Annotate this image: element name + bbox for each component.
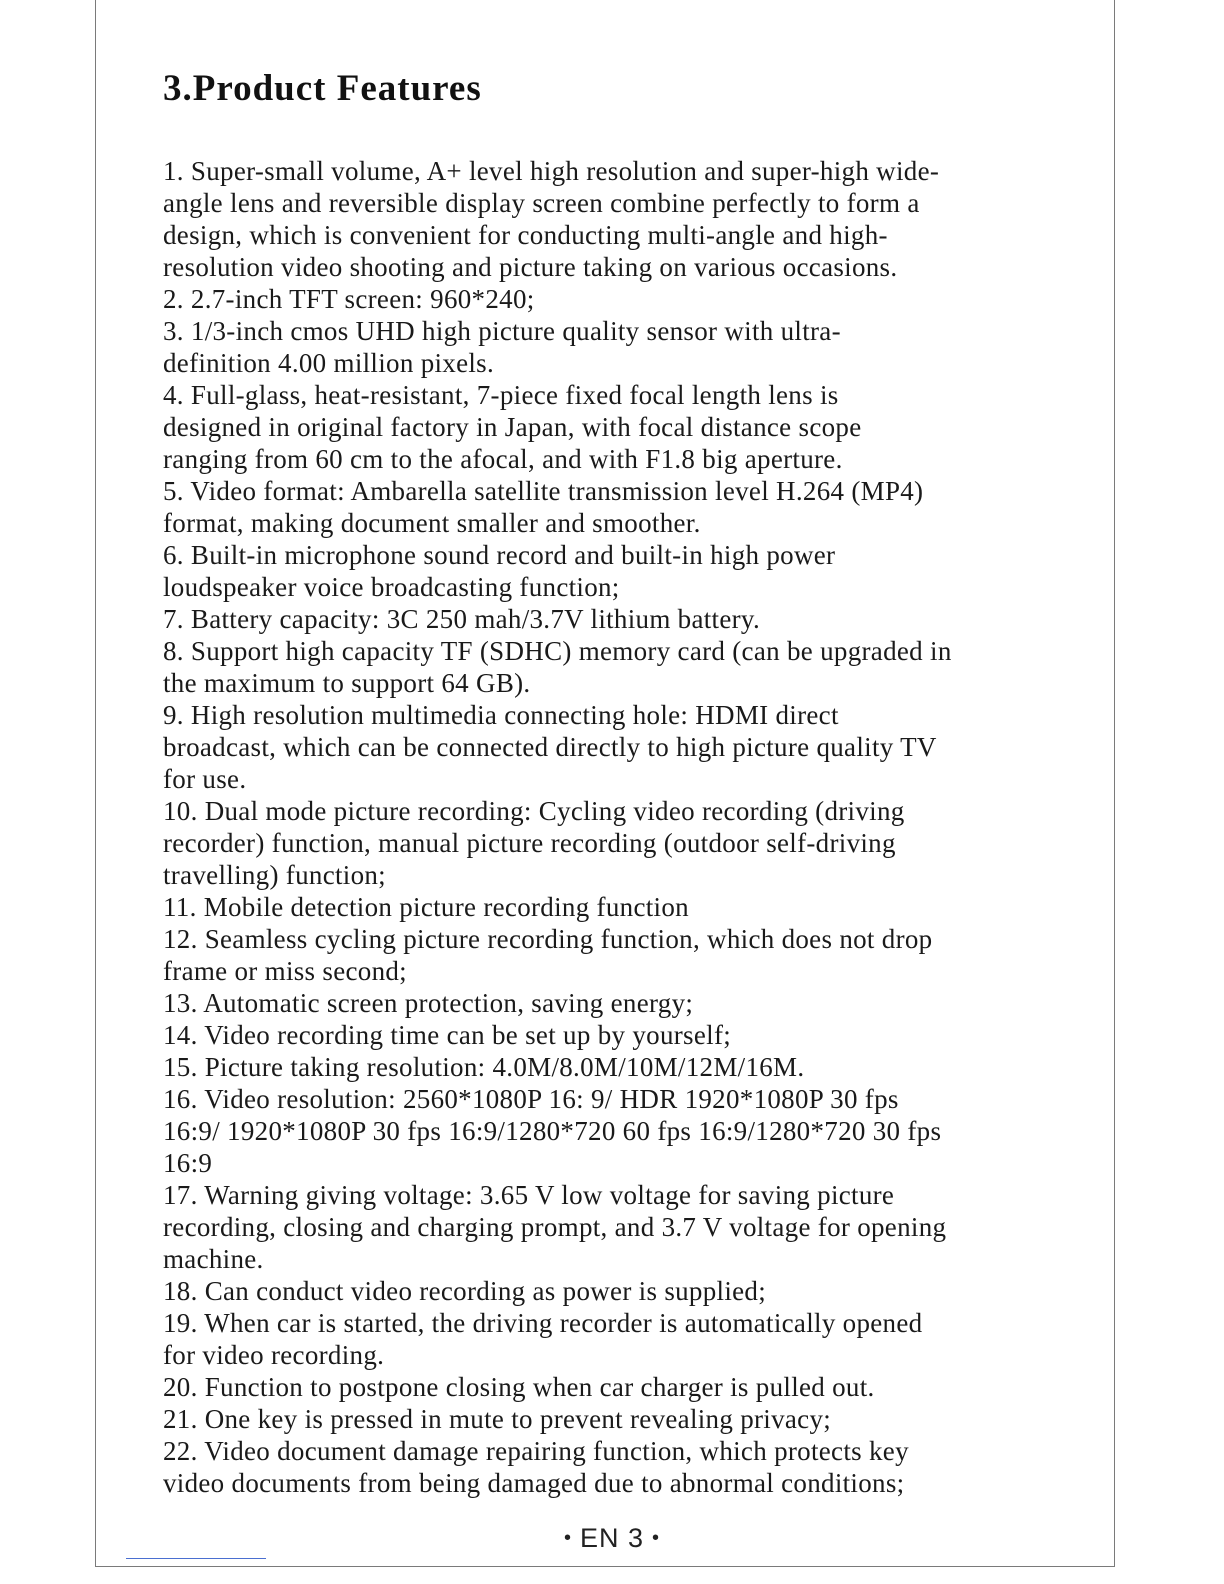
feature-list — [163, 155, 1063, 1499]
bottom-rule — [126, 1558, 266, 1559]
feature-item: 2. 2.7-inch TFT screen: 960*240; — [163, 284, 535, 314]
feature-item: 16. Video resolution: 2560*1080P 16: 9/ HDR 1920*1080P 30 fps 16:9/ 1920*1080P 30 fps 16:9/1280*720 60 fps 16:9/1280*720 30 fps 16:9 — [163, 1084, 942, 1178]
feature-item: 15. Picture taking resolution: 4.0M/8.0M/10M/12M/16M. — [163, 1052, 805, 1082]
feature-item: 18. Can conduct video recording as power is supplied; — [163, 1276, 767, 1306]
feature-item: 12. Seamless cycling picture recording function, which does not drop frame or miss second; — [163, 924, 933, 986]
feature-item: 13. Automatic screen protection, saving energy; — [163, 988, 694, 1018]
page-number — [0, 1520, 1224, 1556]
feature-item: 14. Video recording time can be set up by yourself; — [163, 1020, 732, 1050]
feature-item: 19. When car is started, the driving recorder is automatically opened for video recording. — [163, 1308, 923, 1370]
feature-item: 10. Dual mode picture recording: Cycling video recording (driving recorder) function, manual picture recording (outdoor self-driving travelling) function; — [163, 796, 905, 890]
feature-item: 11. Mobile detection picture recording function — [163, 892, 689, 922]
feature-item: 21. One key is pressed in mute to prevent revealing privacy; — [163, 1404, 832, 1434]
bullet-dot-icon: • — [563, 1527, 572, 1549]
feature-item: 9. High resolution multimedia connecting hole: HDMI direct broadcast, which can be connected directly to high picture quality TV for use. — [163, 700, 937, 794]
feature-item: 4. Full-glass, heat-resistant, 7-piece fixed focal length lens is designed in original factory in Japan, with focal distance scope ranging from 60 cm to the afocal, and with F1.8 big aperture. — [163, 380, 862, 474]
feature-item: 20. Function to postpone closing when car charger is pulled out. — [163, 1372, 875, 1402]
feature-item: 7. Battery capacity: 3C 250 mah/3.7V lithium battery. — [163, 604, 761, 634]
feature-item: 3. 1/3-inch cmos UHD high picture quality sensor with ultra- definition 4.00 million pixels. — [163, 316, 841, 378]
page-content — [163, 66, 1063, 1499]
feature-item: 6. Built-in microphone sound record and built-in high power loudspeaker voice broadcasting function; — [163, 540, 836, 602]
feature-item: 8. Support high capacity TF (SDHC) memory card (can be upgraded in the maximum to support 64 GB). — [163, 636, 952, 698]
bullet-dot-icon: • — [652, 1527, 661, 1549]
page-label: EN 3 — [579, 1523, 645, 1553]
feature-item: 17. Warning giving voltage: 3.65 V low voltage for saving picture recording, closing and charging prompt, and 3.7 V voltage for opening machine. — [163, 1180, 947, 1274]
feature-item: 1. Super-small volume, A+ level high resolution and super-high wide- angle lens and reversible display screen combine perfectly to form a design, which is convenient for conducting multi-angle and high- resolution video shooting and picture taking on various occasions. — [163, 156, 940, 282]
feature-item: 22. Video document damage repairing function, which protects key video documents from being damaged due to abnormal conditions; — [163, 1436, 909, 1498]
page-title: 3.Product Features — [163, 68, 482, 109]
feature-item: 5. Video format: Ambarella satellite transmission level H.264 (MP4) format, making document smaller and smoother. — [163, 476, 924, 538]
